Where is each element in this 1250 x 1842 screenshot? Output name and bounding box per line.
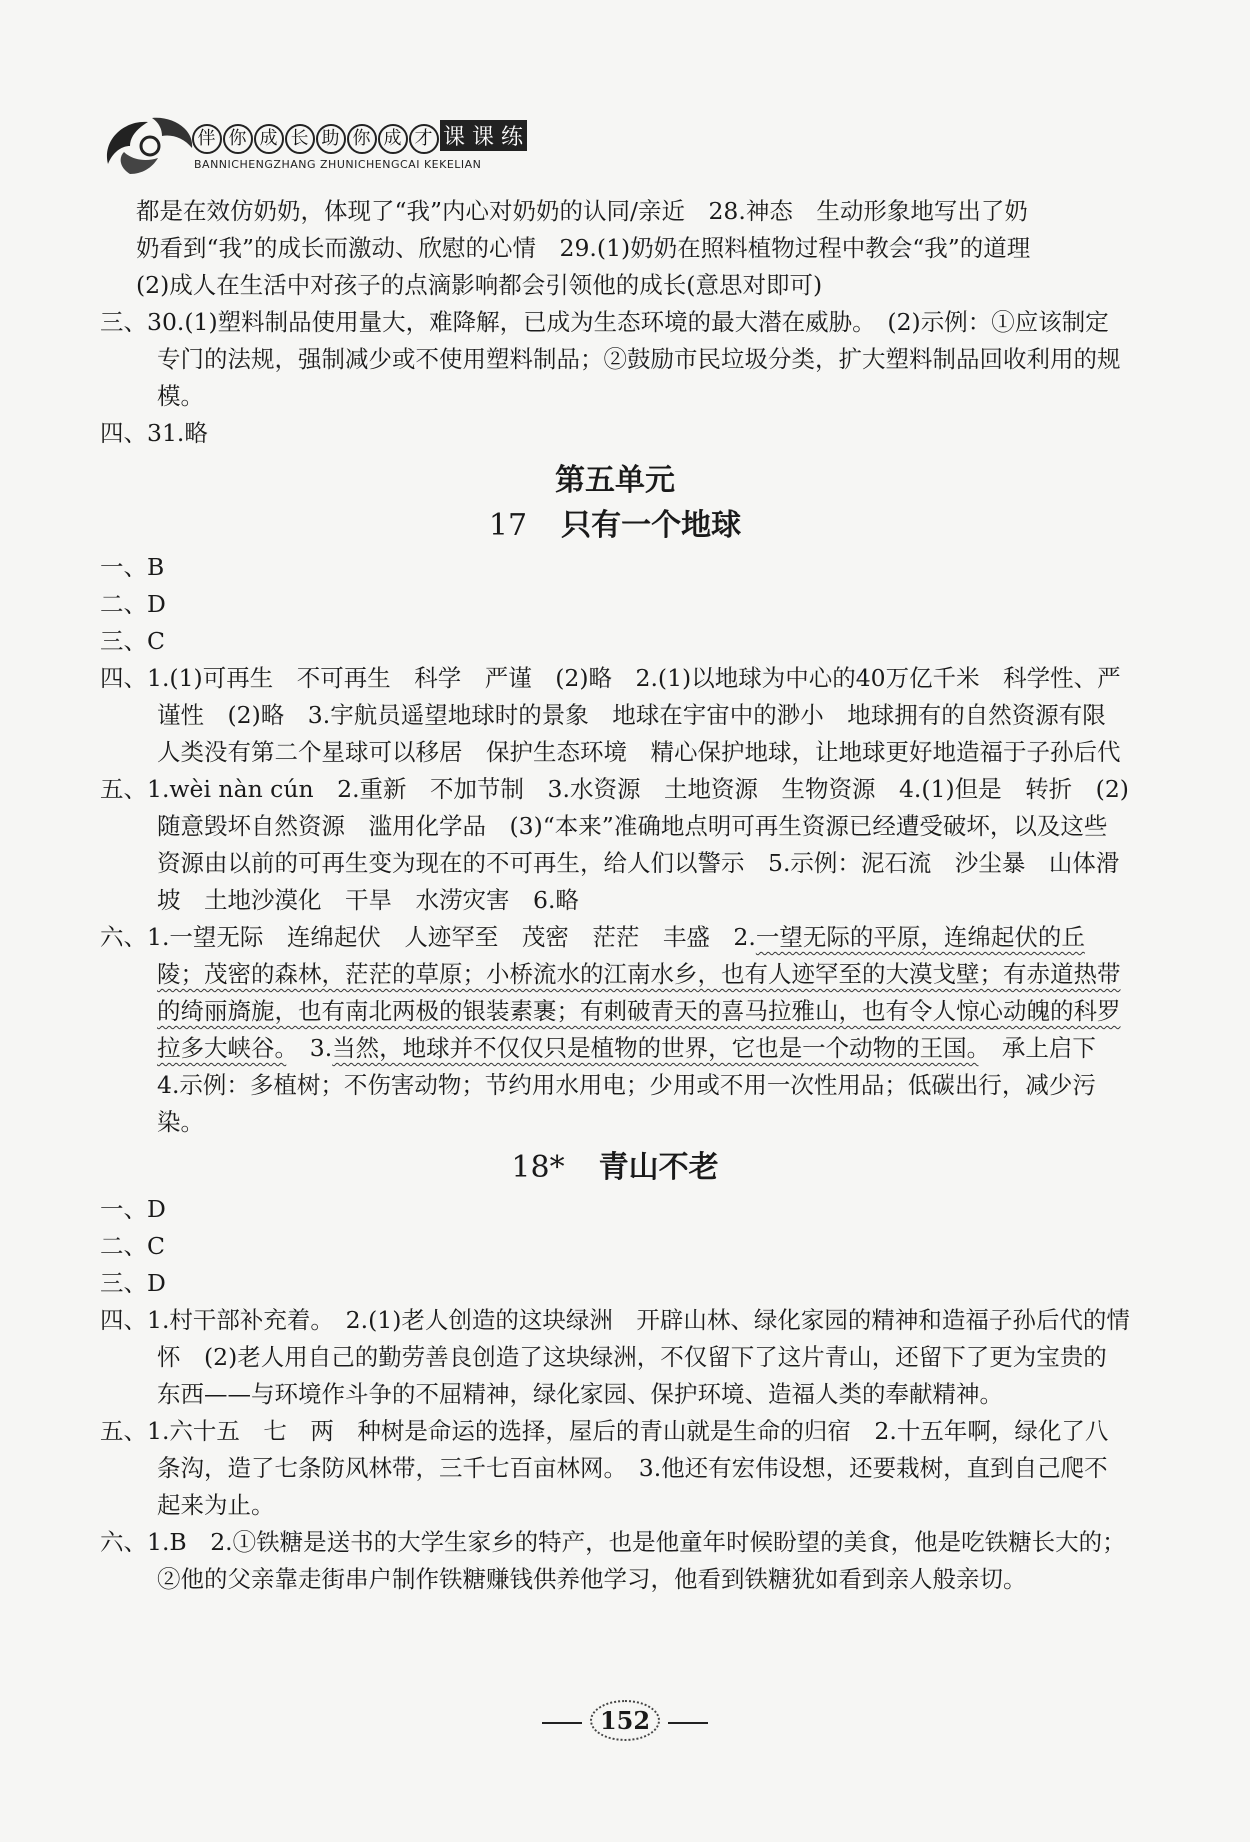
answer-line: (2)成人在生活中对孩子的点滴影响都会引领他的成长(意思对即可) [136, 271, 823, 299]
brand-title: 伴 你 成 长 助 你 成 才 课 课 练 [192, 120, 527, 154]
answer-section-5: 五、1.wèi nàn cún 2.重新 不加节制 3.水资源 土地资源 生物资源 4.(1)但是 转折 (2)随意毁坏自然资源 滥用化学品 (3)“本来”准确地点明可再生资源已经遭受破坏，以及这些资源由以前的可再生变为现在的不可再生，给人们以警示 5.示例：泥石流 沙尘暴 山体滑坡 土地沙漠化 干旱 水涝灾害 6.略 [100, 775, 1129, 914]
answer-section-3: 三、D [100, 1269, 166, 1297]
page-number: 152 [534, 1700, 716, 1741]
wavy-underlined-text: 一望无际的平原，连绵起伏的丘陵；茂密的森林，茫茫的草原；小桥流水的江南水乡，也有人迹罕至的大漠戈壁；有赤道热带的绮丽旖旎，也有南北两极的银装素裹；有刺破青天的喜马拉雅山，也有令人惊心动魄的科罗拉多大峡谷。 [157, 923, 1121, 1062]
answer-section-6: 六、1.B 2.①铁糖是送书的大学生家乡的特产，也是他童年时候盼望的美食，他是吃铁糖长大的；②他的父亲靠走街串户制作铁糖赚钱供养他学习，他看到铁糖犹如看到亲人般亲切。 [100, 1528, 1126, 1593]
answer-section-2: 二、C [100, 1232, 165, 1260]
lesson-18-title: 18* 青山不老 [511, 1150, 719, 1185]
unit-title: 第五单元 [555, 463, 675, 498]
wavy-underlined-text: 当然，地球并不仅仅只是植物的世界，它也是一个动物的王国。 [332, 1034, 979, 1062]
answer-section-3: 三、C [100, 627, 165, 655]
page-footer [0, 1700, 1250, 1741]
lesson-17-title: 17 只有一个地球 [488, 508, 742, 543]
answer-line: 奶看到“我”的成长而激动、欣慰的心情 29.(1)奶奶在照料植物过程中教会“我”的道理 [136, 234, 1031, 262]
answer-section-1: 一、B [100, 553, 165, 581]
answer-section-2: 二、D [100, 590, 166, 618]
header-logo [100, 112, 560, 184]
answer-content [100, 193, 1130, 1598]
answer-section-4: 四、31.略 [100, 419, 208, 447]
answer-section-5: 五、1.六十五 七 两 种树是命运的选择，屋后的青山就是生命的归宿 2.十五年啊，绿化了八条沟，造了七条防风林带，三千七百亩林网。 3.他还有宏伟设想，还要栽树，直到自己爬不起来为止。 [100, 1417, 1109, 1519]
answer-line: 都是在效仿奶奶，体现了“我”内心对奶奶的认同/亲近 28.神态 生动形象地写出了奶 [136, 197, 1028, 225]
swirl-logo-icon [100, 112, 200, 180]
answer-section-4: 四、1.村干部补充着。 2.(1)老人创造的这块绿洲 开辟山林、绿化家园的精神和造福子孙后代的情怀 (2)老人用自己的勤劳善良创造了这块绿洲，不仅留下了这片青山，还留下了更为宝贵的东西——与环境作斗争的不屈精神，绿化家园、保护环境、造福人类的奉献精神。 [100, 1306, 1130, 1408]
answer-section-3: 三、30.(1)塑料制品使用量大，难降解，已成为生态环境的最大潜在威胁。 (2)示例：①应该制定专门的法规，强制减少或不使用塑料制品；②鼓励市民垃圾分类，扩大塑料制品回收利用的规模。 [100, 308, 1121, 410]
brand-subtitle: BANNICHENGZHANG ZHUNICHENGCAI KEKELIAN [194, 158, 482, 171]
answer-section-4: 四、1.(1)可再生 不可再生 科学 严谨 (2)略 2.(1)以地球为中心的40万亿千米 科学性、严谨性 (2)略 3.宇航员遥望地球时的景象 地球在宇宙中的渺小 地球拥有的自然资源有限 人类没有第二个星球可以移居 保护生态环境 精心保护地球，让地球更好地造福于子孙后代 [100, 664, 1130, 766]
answer-section-6: 六、1.一望无际 连绵起伏 人迹罕至 茂密 茫茫 丰盛 2.一望无际的平原，连绵起伏的丘陵；茂密的森林，茫茫的草原；小桥流水的江南水乡，也有人迹罕至的大漠戈壁；有赤道热带的绮丽旖旎，也有南北两极的银装素裹；有刺破青天的喜马拉雅山，也有令人惊心动魄的科罗拉多大峡谷。 3.当然，地球并不仅仅只是植物的世界，它也是一个动物的王国。 承上启下 4.示例：多植树；不伤害动物；节约用水用电；少用或不用一次性用品；低碳出行，减少污染。 [100, 923, 1121, 1136]
answer-section-1: 一、D [100, 1195, 166, 1223]
